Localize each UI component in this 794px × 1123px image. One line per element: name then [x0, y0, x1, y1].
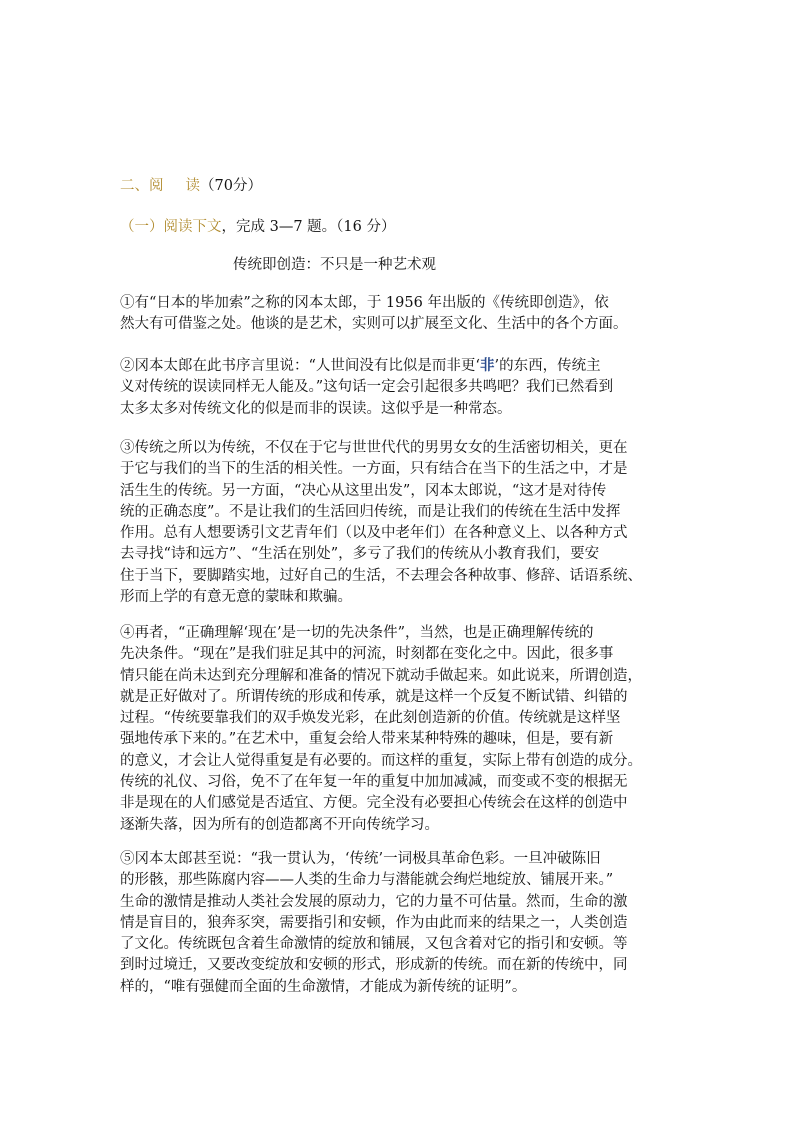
section-heading-prefix: 二、阅 [120, 178, 164, 194]
paragraph-line: 统的正确态度”。不是让我们的生活回归传统，而是让我们的传统在生活中发挥 [120, 503, 621, 520]
paragraph-line: 样的，“唯有强健而全面的生命激情，才能成为新传统的证明”。 [120, 978, 527, 995]
paragraph-line: 非是现在的人们感觉是否适宜、方便。完全没有必要担心传统会在这样的创造中 [120, 795, 628, 812]
paragraph-line: 的形骸，那些陈腐内容——人类的生命力与潜能就会绚烂地绽放、铺展开来。” [120, 872, 614, 889]
paragraph-line: 太多太多对传统文化的似是而非的误读。这似乎是一种常态。 [120, 400, 512, 417]
section-heading-suffix: （70分） [200, 178, 262, 194]
paragraph-line: 的意义，才会让人觉得重复是有必要的。而这样的重复，实际上带有创造的成分。 [120, 752, 642, 769]
paragraph-line: 住于当下，要脚踏实地，过好自己的生活，不去理会各种故事、修辞、话语系统、 [120, 567, 642, 584]
quote-part-a: ②冈本太郎在此书序言里说：“人世间没有比似是而非更‘ [120, 358, 481, 374]
paragraph-line: 作用。总有人想要诱引文艺青年们（以及中老年们）在各种意义上、以各种方式 [120, 525, 628, 542]
paragraph-line: 过程。“传统要靠我们的双手焕发光彩，在此刻创造新的价值。传统就是这样坚 [120, 710, 621, 727]
paragraph-line: 义对传统的误读同样无人能及。”这句话一定会引起很多共鸣吧？我们已然看到 [120, 379, 614, 396]
paragraph-line: 逐渐失落，因为所有的创造都离不开向传统学习。 [120, 816, 439, 833]
paragraph-line: ④再者，“正确理解‘现在’是一切的先决条件”，当然，也是正确理解传统的 [120, 625, 594, 641]
paragraph-line [120, 355, 676, 377]
paragraph-line: ⑤冈本太郎甚至说：“我一贯认为，‘传统’一词极具革命色彩。一旦冲破陈旧 [120, 851, 601, 867]
paragraph-line: 然大有可借鉴之处。他谈的是艺术，实则可以扩展至文化、生活中的各个方面。 [120, 316, 628, 333]
paragraph-line: 就是正好做对了。所谓传统的形成和传承，就是这样一个反复不断试错、纠错的 [120, 688, 628, 705]
quote-part-b: ’的东西，传统主 [494, 358, 601, 374]
paragraph-line: 强地传承下来的。”在艺术中，重复会给人带来某种特殊的趣味，但是，要有新 [120, 731, 614, 748]
highlighted-char: 非 [480, 357, 495, 374]
paragraph-3 [120, 438, 676, 608]
paragraph-line: 活生生的传统。另一方面，“决心从这里出发”，冈本太郎说，“这才是对待传 [120, 482, 607, 499]
article-title: 传统即创造：不只是一种艺术观 [233, 257, 436, 273]
subsection-heading-rest: ，完成 3—7 题。（16 分） [221, 219, 396, 235]
subsection-heading-accent: （一）阅读下文 [120, 219, 222, 235]
paragraph-5 [120, 849, 676, 998]
paragraph-line: 了文化。传统既包含着生命激情的绽放和铺展，又包含着对它的指引和安顿。等 [120, 936, 628, 953]
paragraph-line: 传统的礼仪、习俗，免不了在年复一年的重复中加加减减，而变或不变的根据无 [120, 774, 628, 791]
paragraph-line: 于它与我们的当下的生活的相关性。一方面，只有结合在当下的生活之中，才是 [120, 461, 628, 478]
paragraph-line: 情是盲目的，狼奔豕突，需要指引和安顿，作为由此而来的结果之一，人类创造 [120, 914, 628, 931]
paragraph-4 [120, 623, 676, 836]
paragraph-line: 情只能在尚未达到充分理解和准备的情况下就动手做起来。如此说来，所谓创造， [120, 667, 642, 684]
section-heading-char: 读 [185, 178, 200, 194]
subsection-heading [120, 217, 395, 237]
paragraph-line: 形而上学的有意无意的蒙昧和欺骗。 [120, 589, 352, 606]
paragraph-line: ①有“日本的毕加索”之称的冈本太郎，于 1956 年出版的《传统即创造》，依 [120, 295, 609, 311]
paragraph-line: ③传统之所以为传统，不仅在于它与世世代代的男男女女的生活密切相关，更在 [120, 440, 628, 456]
section-heading [120, 176, 262, 196]
paragraph-2 [120, 355, 676, 420]
paragraph-line: 先决条件。“现在”是我们驻足其中的河流，时刻都在变化之中。因此，很多事 [120, 646, 614, 663]
paragraph-1 [120, 293, 676, 336]
paragraph-line: 到时过境迁，又要改变绽放和安顿的形式，形成新的传统。而在新的传统中，同 [120, 957, 628, 974]
paragraph-line: 生命的激情是推动人类社会发展的原动力，它的力量不可估量。然而，生命的激 [120, 893, 628, 910]
paragraph-line: 去寻找“诗和远方”、“生活在别处”，多亏了我们的传统从小教育我们，要安 [120, 546, 600, 563]
